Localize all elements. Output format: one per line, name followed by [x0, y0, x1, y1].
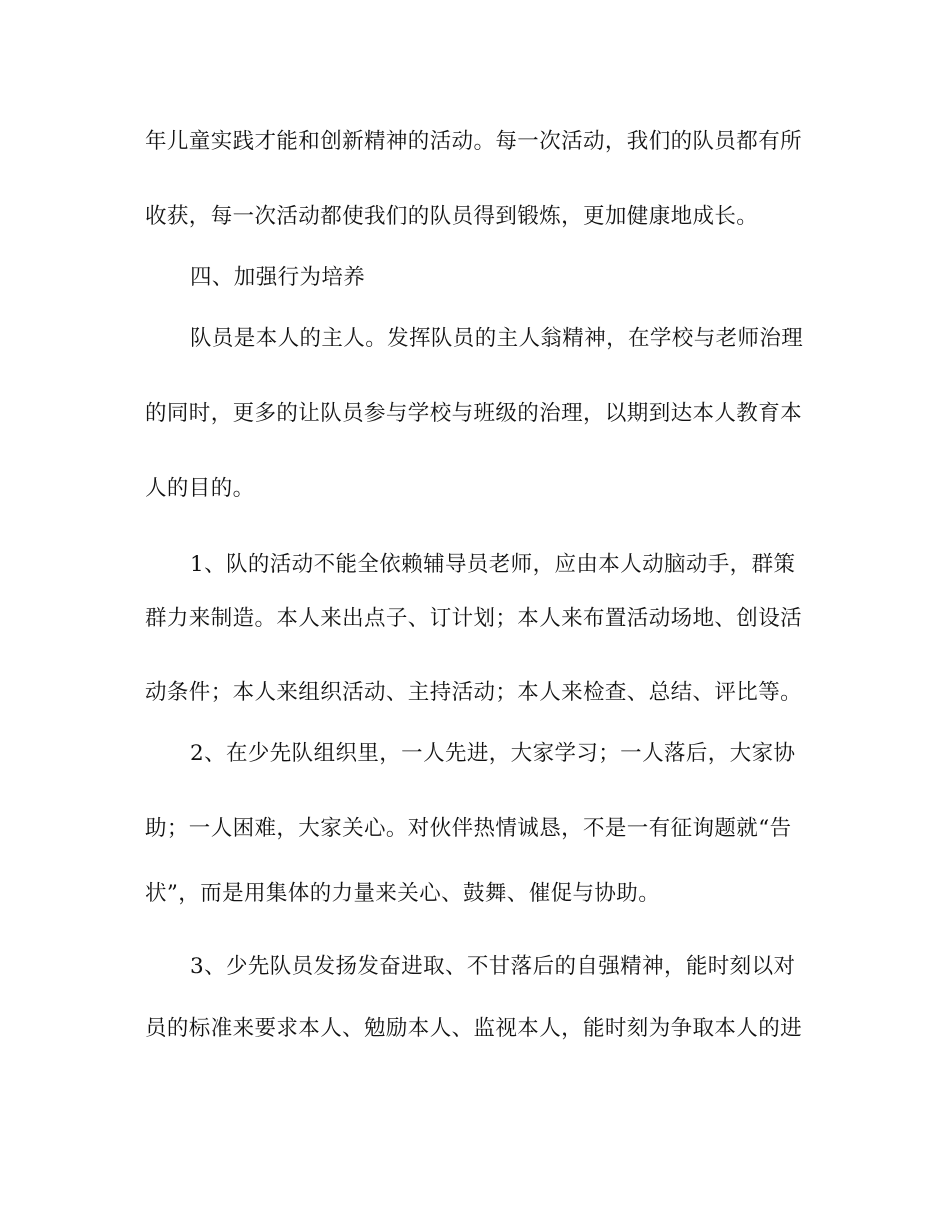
text-line-12: 状”，而是用集体的力量来关心、鼓舞、催促与协助。: [145, 881, 661, 906]
section-heading: 四、加强行为培养: [190, 265, 366, 290]
text-line-6: 人的目的。: [145, 476, 255, 501]
text-line-13: 3、少先队员发扬发奋进取、不甘落后的自强精神，能时刻以对: [190, 954, 796, 979]
text-line-5: 的同时，更多的让队员参与学校与班级的治理，以期到达本人教育本: [145, 401, 803, 426]
text-line-1: 年儿童实践才能和创新精神的活动。每一次活动，我们的队员都有所: [145, 129, 803, 154]
text-line-10: 2、在少先队组织里，一人先进，大家学习；一人落后，大家协: [190, 741, 796, 766]
text-line-14: 员的标准来要求本人、勉励本人、监视本人，能时刻为争取本人的进: [145, 1016, 803, 1041]
text-line-7: 1、队的活动不能全依赖辅导员老师，应由本人动脑动手，群策: [190, 552, 796, 577]
text-line-11: 助；一人困难，大家关心。对伙伴热情诚恳，不是一有征询题就“告: [145, 816, 792, 841]
text-line-8: 群力来制造。本人来出点子、订计划；本人来布置活动场地、创设活: [145, 606, 803, 631]
text-line-2: 收获，每一次活动都使我们的队员得到锻炼，更加健康地成长。: [145, 204, 759, 229]
text-line-9: 动条件；本人来组织活动、主持活动；本人来检查、总结、评比等。: [145, 680, 803, 705]
text-line-4: 队员是本人的主人。发挥队员的主人翁精神，在学校与老师治理: [190, 326, 804, 351]
